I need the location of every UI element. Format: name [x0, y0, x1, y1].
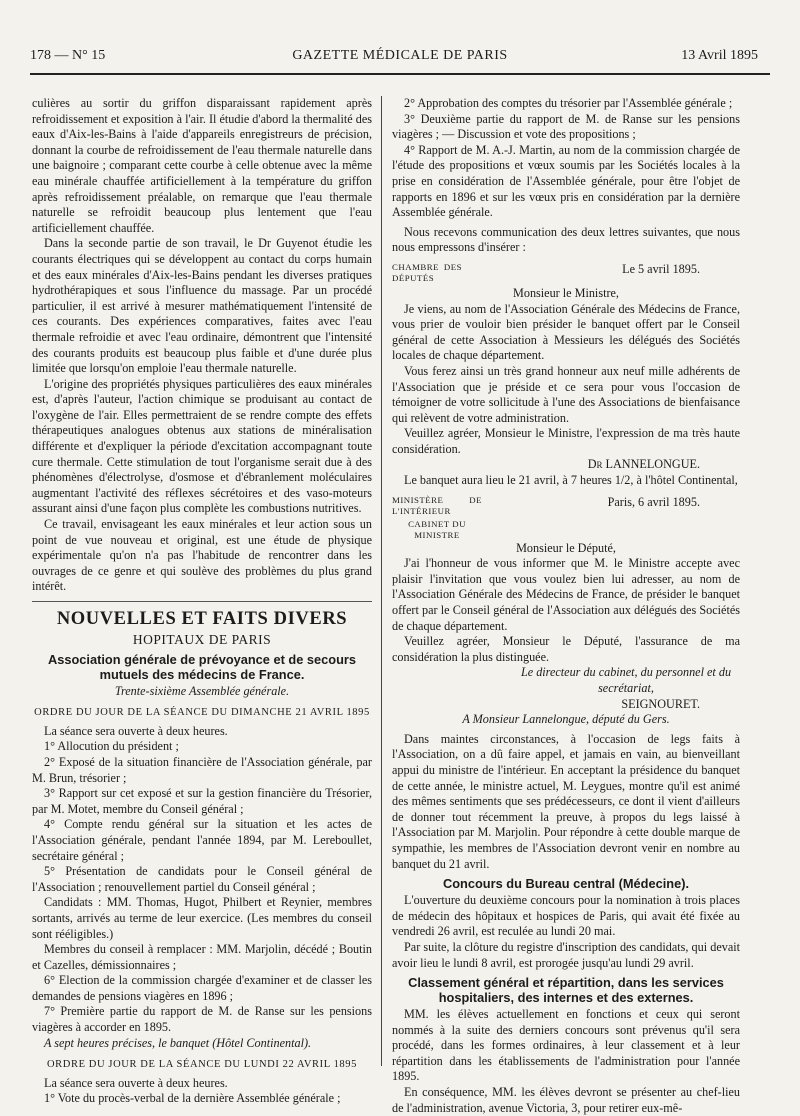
- letter-signature: Dr LANNELONGUE.: [587, 457, 700, 472]
- agenda-item: 3° Rapport sur cet exposé et sur la gestion financière du Trésorier, par M. Motet, membre du Conseil général ;: [32, 786, 372, 816]
- paragraph: Dans la seconde partie de son travail, le Dr Guyenot étudie les courants électriques qui se développent au contact du corps humain et des eaux minérales d'Aix-les-Bains pendant les diverses pratiques hydrothérapiques et sous l'influence du massage. Par un procédé particulier, il est arrivé à mesurer mathématiquement l'intensité de ces courants. Des expériences comparatives, faites avec l'eau thermale refroidie et avec l'eau ordinaire, démontrent que l'intensité des courants produits est beaucoup plus faible et d'une durée plus limitée que lorsqu'on emploie l'eau thermale naturelle.: [32, 236, 372, 376]
- section-divider: [32, 601, 372, 602]
- letters-intro: Nous recevons communication des deux lettres suivantes, que nous nous empressons d'insérer :: [392, 224, 740, 255]
- paragraph: Ce travail, envisageant les eaux minérales et leur action sous un point de vue nouveau et original, est une étude de physique expérimentale qu'on n'a pas l'habitude de rencontrer dans les ouvrages de ce genre et qui soulève des problèmes du plus grand intérêt.: [32, 517, 372, 594]
- agenda-item: 7° Première partie du rapport de M. de Ranse sur les pensions viagères à accorder en 1895.: [32, 1004, 372, 1035]
- page-number: 178 — N° 15: [30, 48, 106, 63]
- agenda-item: 5° Présentation de candidats pour le Conseil général de l'Association ; renouvellement partiel du Conseil général ;: [32, 864, 372, 894]
- paragraph: En conséquence, MM. les élèves devront se présenter au chef-lieu de l'administration, avenue Victoria, 3, pour retirer eux-mê-: [392, 1085, 740, 1115]
- journal-title: GAZETTE MÉDICALE DE PARIS: [292, 48, 508, 63]
- banquet-info: Le banquet aura lieu le 21 avril, à 7 heures 1/2, à l'hôtel Continental,: [404, 473, 738, 488]
- paragraph: Par suite, la clôture du registre d'inscription des candidats, qui devait avoir lieu le lundi 8 avril, est prorogée jusqu'au lundi 29 avril.: [392, 939, 740, 970]
- letter-sender-label: CHAMBRE DES DÉPUTÉS: [392, 261, 462, 283]
- letter-date: Le 5 avril 1895.: [622, 261, 700, 276]
- letter-salutation: Monsieur le Député,: [516, 540, 616, 555]
- letter-sub-label: CABINET DU MINISTRE: [408, 518, 466, 540]
- page-header: [30, 44, 770, 68]
- letter-body: Vous ferez ainsi un très grand honneur aux neuf mille adhérents de l'Association que je préside et ce sera pour vous l'occasion de témoigner de votre sollicitude à l'une des Associations de bienfaisance qui relèvent de votre administration.: [392, 363, 740, 425]
- classement-heading: Classement général et répartition, dans les services hospitaliers, des internes et des externes.: [408, 975, 724, 1006]
- agenda-item: Candidats : MM. Thomas, Hugot, Philbert et Reynier, membres sortants, arrivés au terme de leur exercice. (Les membres du conseil sont rééligibles.): [32, 895, 372, 941]
- agenda-heading: ORDRE DU JOUR DE LA SÉANCE DU LUNDI 22 AVRIL 1895: [47, 1059, 357, 1071]
- agenda-item: 4° Compte rendu général sur la situation et les actes de l'Association générale, pendant l'année 1894, par M. Lereboullet, secrétaire général ;: [32, 817, 372, 863]
- paragraph: culières au sortir du griffon disparaissant rapidement après refroidissement et exposition à l'air. Il étudie d'abord la thermalité des eaux d'Aix-les-Bains à l'aide d'appareils enregistreurs de précision, donnant la courbe de refroidissement de l'eau thermale naturelle dans une baignoire ; comparant cette courbe à celle obtenue avec la même eau minérale chauffée artificiellement à la température du griffon après refroidissement préalable, on remarque que l'eau thermale naturelle se refroidit beaucoup plus lentement que l'eau artificiellement chauffée.: [32, 96, 372, 235]
- banquet-note: A sept heures précises, le banquet (Hôtel Continental).: [44, 1035, 312, 1050]
- concours-heading: Concours du Bureau central (Médecine).: [442, 876, 690, 892]
- letter-addressee: A Monsieur Lannelongue, député du Gers.: [462, 712, 670, 727]
- letter-body: Je viens, au nom de l'Association Générale des Médecins de France, vous prier de vouloir bien présider le banquet offert par le Conseil général de cette Association à Messieurs les délégués des Sociétés locales de chaque département.: [392, 301, 740, 363]
- paragraph: MM. les élèves actuellement en fonctions et ceux qui seront nommés à la suite des derniers concours sont prévenus qu'il sera procédé, dans les formes ordinaires, à leur classement et à leur répartition dans les établissements de l'administration pour l'année 1895.: [392, 1007, 740, 1084]
- agenda-item: 3° Deuxième partie du rapport de M. de Ranse sur les pensions viagères ; — Discussion et vote des propositions ;: [392, 111, 740, 142]
- agenda-heading: ORDRE DU JOUR DE LA SÉANCE DU DIMANCHE 21 AVRIL 1895: [34, 707, 370, 719]
- agenda-item: 2° Approbation des comptes du trésorier par l'Assemblée générale ;: [404, 96, 733, 110]
- paragraph: L'ouverture du deuxième concours pour la nomination à trois places de médecin des hôpitaux et hospices de Paris, qui avait été fixée au vendredi 26 avril, est reculée au lundi 20 mai.: [392, 893, 740, 939]
- letter-body: Veuillez agréer, Monsieur le Député, l'assurance de ma considération la plus distinguée.: [392, 634, 740, 664]
- letter-sender-label: MINISTÈRE DE L'INTÉRIEUR: [392, 494, 482, 516]
- agenda-item: 6° Election de la commission chargée d'examiner et de classer les demandes de pensions viagères en 1896 ;: [32, 973, 372, 1003]
- agenda-item: 1° Allocution du président ;: [44, 739, 179, 754]
- section-subtitle: HOPITAUX DE PARIS: [132, 632, 272, 647]
- letter-salutation: Monsieur le Ministre,: [513, 285, 619, 300]
- agenda-item: La séance sera ouverte à deux heures.: [44, 723, 228, 738]
- agenda-item: La séance sera ouverte à deux heures.: [44, 1075, 228, 1090]
- letterhead: [392, 495, 740, 517]
- letter-signature: SEIGNOURET.: [621, 696, 700, 711]
- letter-body: J'ai l'honneur de vous informer que M. le Ministre accepte avec plaisir l'invitation que vous voulez bien lui adresser, au nom de l'Association Générale des Médecins de France, de présider le banquet offert par le Conseil général de l'Association aux délégués des Sociétés de chaque département.: [392, 556, 740, 633]
- association-heading: Association générale de prévoyance et de secours mutuels des médecins de France.: [48, 651, 356, 682]
- column-divider: [381, 96, 382, 1066]
- right-column: [392, 96, 740, 1116]
- agenda-item: 1° Vote du procès-verbal de la dernière Assemblée générale ;: [44, 1091, 341, 1106]
- letter-sign-title: Le directeur du cabinet, du personnel et du secrétariat,: [520, 665, 732, 695]
- section-title: NOUVELLES ET FAITS DIVERS: [56, 609, 348, 629]
- agenda-item: Membres du conseil à remplacer : MM. Marjolin, décédé ; Boutin et Cazelles, démissionnaires ;: [32, 942, 372, 972]
- paragraph: Dans maintes circonstances, à l'occasion de legs faits à l'Association, on a dû faire appel, et jamais en vain, au bienveillant appui du ministre de l'intérieur. En acceptant la présidence du banquet de cette année, le ministre actuel, M. Leygues, montre qu'il est animé des mêmes sentiments que ses prédécesseurs, ce dont il vient d'ailleurs de donner tout récemment la preuve, à propos du legs laissé à l'Association par M. Marjolin. Pour répondre à cette double marque de sympathie, les membres de l'Association devront venir en nombre au banquet du 21 avril.: [392, 731, 740, 871]
- header-rule: [30, 73, 770, 75]
- paragraph: L'origine des propriétés physiques particulières des eaux minérales est, d'après l'auteur, l'action chimique se produisant au contact de l'oxygène de l'air. Elles permettraient de se rendre compte des effets thérapeutiques analogues obtenus aux stations de minéralisation différente et d'expliquer la période d'excitation accompagnant toute cure thermale. Cette stimulation de tout l'organisme serait due à des phénomènes d'électrolyse, d'osmose et d'ébranlement moléculaires augmentant l'activité des réflexes sécrétoires et des vaso-moteurs assurant ainsi d'une façon plus complète les combustions nutritives.: [32, 376, 372, 516]
- agenda-item: 2° Exposé de la situation financière de l'Association générale, par M. Brun, trésorier ;: [32, 754, 372, 785]
- agenda-item: 4° Rapport de M. A.-J. Martin, au nom de la commission chargée de l'étude des propositions et vœux soumis par les Sociétés locales à la prise en considération de l'Assemblée générale, pour être l'objet de rapports en 1896 et sur les vœux pris en considération par la dernière Assemblée générale.: [392, 142, 740, 220]
- letter-date: Paris, 6 avril 1895.: [607, 494, 700, 509]
- letter-body: Veuillez agréer, Monsieur le Ministre, l'expression de ma très haute considération.: [392, 426, 740, 456]
- issue-date: 13 Avril 1895: [681, 48, 758, 63]
- letterhead: [392, 262, 740, 284]
- left-column: [32, 96, 372, 1107]
- assembly-title: Trente-sixième Assemblée générale.: [114, 683, 290, 698]
